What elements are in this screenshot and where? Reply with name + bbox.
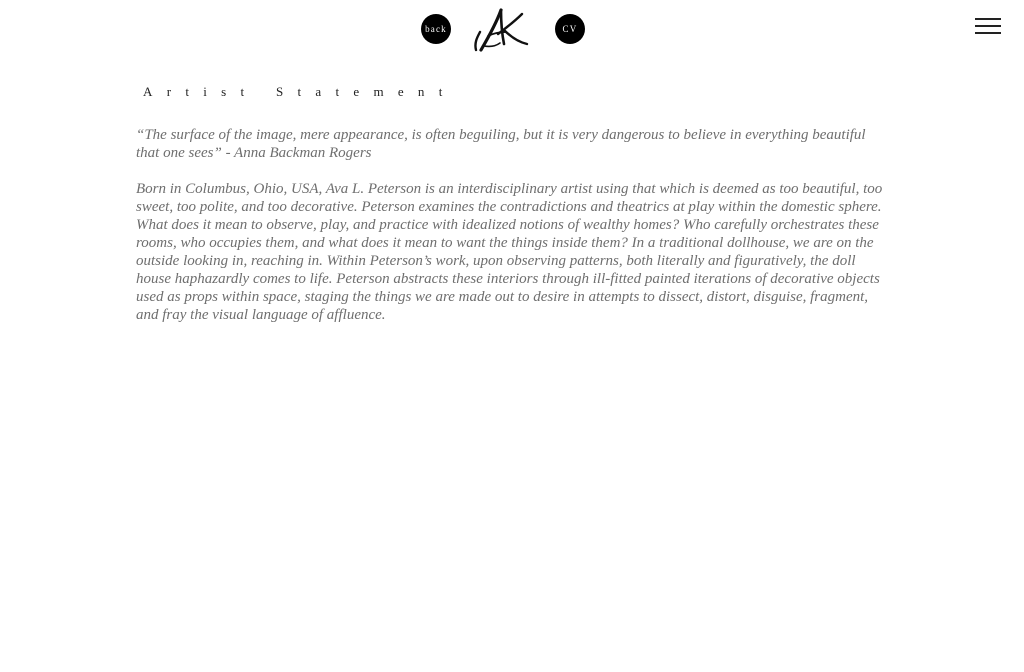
menu-line	[975, 32, 1001, 34]
menu-line	[975, 18, 1001, 20]
menu-line	[975, 25, 1001, 27]
page-title: Artist Statement	[143, 84, 457, 99]
cv-button[interactable]: CV	[555, 14, 585, 44]
back-button[interactable]: back	[421, 14, 451, 44]
statement-paragraph: Born in Columbus, Ohio, USA, Ava L. Peterson is an interdisciplinary artist using that which is deemed as too beautiful, too sweet, too polite, and too decorative. Peterson examines the contradictions and theatrics at play within the domestic sphere. What does it mean to observe, play, and practice with idealized notions of wealthy homes? Who carefully orchestrates these rooms, who occupies them, and what does it mean to want the things inside them? In a traditional dollhouse, we are on the outside looking in, reaching in. Within Peterson’s work, upon observing patterns, both literally and figuratively, the doll house haphazardly comes to life. Peterson abstracts these interiors through ill-fitted painted iterations of decorative objects used as props within space, staging the things we are made out to desire in attempts to dissect, distort, disguise, fragment, and fray the visual language of affluence.	[136, 181, 883, 323]
logo-svg	[470, 6, 530, 54]
ak-monogram-logo-icon[interactable]	[470, 6, 530, 54]
hamburger-menu-icon[interactable]	[973, 14, 1003, 38]
top-navigation	[0, 0, 1024, 60]
artist-statement-content	[136, 126, 888, 342]
epigraph-quote: “The surface of the image, mere appearance, is often beguiling, but it is very dangerous to believe in everything beautiful that one sees” - Anna Backman Rogers	[136, 127, 866, 161]
